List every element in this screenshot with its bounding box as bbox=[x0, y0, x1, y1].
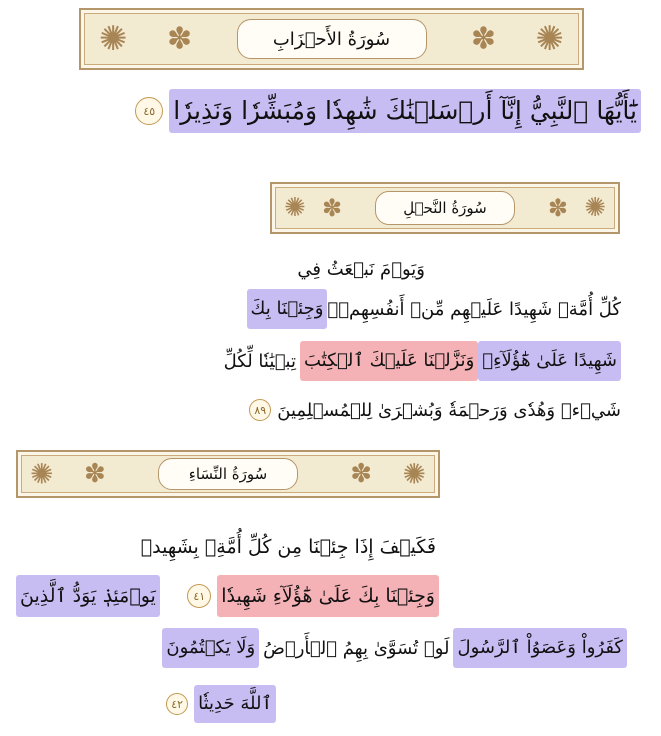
ayah-end-marker-icon: ٤٥ bbox=[135, 97, 163, 125]
surah-title-cartouche bbox=[158, 458, 298, 490]
verse-text: فَكَيۡفَ إِذَا جِئۡنَا مِن كُلِّ أُمَّةِۭ بِشَهِيدٖ bbox=[140, 536, 436, 558]
verse-line bbox=[243, 393, 621, 427]
rosette-ornament-icon: ✺ bbox=[402, 457, 426, 491]
highlighted-verse-text: وَجِئۡنَا بِكَ bbox=[247, 289, 328, 329]
verse-line bbox=[247, 288, 621, 330]
verse-text: لَوۡ تُسَوَّىٰ بِهِمُ ٱلۡأَرۡضُ bbox=[263, 637, 450, 659]
highlighted-verse-text: يَٰٓأَيُّهَا ٱلنَّبِيُّ إِنَّآ أَرۡسَلۡنَٰكَ شَٰهِدٗا وَمُبَشِّرٗا وَنَذِيرٗا bbox=[169, 89, 641, 133]
ayah-end-marker-icon: ٤٢ bbox=[166, 693, 188, 715]
highlighted-verse-text: وَجِئۡنَا بِكَ عَلَىٰ هَٰٓؤُلَآءِ شَهِيدٗا bbox=[217, 575, 439, 617]
rosette-ornament-icon: ✺ bbox=[584, 193, 606, 223]
surah-title: سُورَةُ النِّسَاءِ bbox=[188, 465, 268, 483]
verse-line bbox=[129, 88, 641, 134]
verse-line bbox=[224, 340, 621, 382]
surah-header-banner bbox=[16, 450, 440, 498]
verse-line bbox=[181, 573, 439, 619]
rosette-ornament-icon: ✽ bbox=[547, 194, 568, 222]
verse-text: وَيَوۡمَ نَبۡعَثُ فِي bbox=[297, 258, 425, 280]
rosette-ornament-icon: ✺ bbox=[30, 457, 54, 491]
rosette-ornament-icon: ✽ bbox=[322, 194, 343, 222]
highlighted-verse-text: شَهِيدًا عَلَىٰ هَٰٓؤُلَآءِۚ bbox=[478, 341, 621, 381]
verse-line bbox=[297, 253, 425, 285]
surah-title: سُورَةُ النَّحۡلِ bbox=[403, 199, 487, 217]
verse-text: تِبۡيَٰنٗا لِّكُلِّ bbox=[223, 350, 296, 372]
rosette-ornament-icon: ✽ bbox=[167, 21, 193, 57]
highlighted-verse-text: وَلَا يَكۡتُمُونَ bbox=[162, 628, 259, 668]
rosette-ornament-icon: ✺ bbox=[535, 19, 564, 59]
verse-line bbox=[16, 573, 160, 619]
surah-title-cartouche bbox=[237, 19, 427, 59]
highlighted-verse-text: وَنَزَّلۡنَا عَلَيۡكَ ٱلۡكِتَٰبَ bbox=[300, 341, 478, 381]
rosette-ornament-icon: ✽ bbox=[350, 459, 372, 489]
surah-title: سُورَةُ الأَحۡزَابِ bbox=[272, 28, 391, 50]
verse-line bbox=[162, 626, 627, 670]
surah-title-cartouche bbox=[375, 191, 515, 225]
ayah-end-marker-icon: ٤١ bbox=[187, 584, 211, 608]
rosette-ornament-icon: ✺ bbox=[284, 193, 306, 223]
verse-text: كُلِّ أُمَّةٖ شَهِيدًا عَلَيۡهِم مِّنۡ أَنفُسِهِمۡۖ bbox=[327, 298, 621, 320]
verse-line bbox=[160, 684, 276, 724]
surah-header-banner bbox=[79, 8, 584, 70]
ayah-end-marker-icon: ٨٩ bbox=[249, 399, 271, 421]
highlighted-verse-text: كَفَرُواْ وَعَصَوُاْ ٱلرَّسُولَ bbox=[453, 628, 627, 668]
verse-text: شَيۡءٖ وَهُدٗى وَرَحۡمَةٗ وَبُشۡرَىٰ لِلۡمُسۡلِمِينَ bbox=[277, 399, 621, 421]
surah-header-banner bbox=[270, 182, 620, 234]
rosette-ornament-icon: ✽ bbox=[84, 459, 106, 489]
highlighted-verse-text: يَوۡمَئِذٖ يَوَدُّ ٱلَّذِينَ bbox=[16, 575, 160, 617]
rosette-ornament-icon: ✺ bbox=[99, 19, 128, 59]
rosette-ornament-icon: ✽ bbox=[470, 21, 496, 57]
highlighted-verse-text: ٱللَّهَ حَدِيثٗا bbox=[194, 685, 276, 723]
verse-line bbox=[141, 527, 436, 567]
